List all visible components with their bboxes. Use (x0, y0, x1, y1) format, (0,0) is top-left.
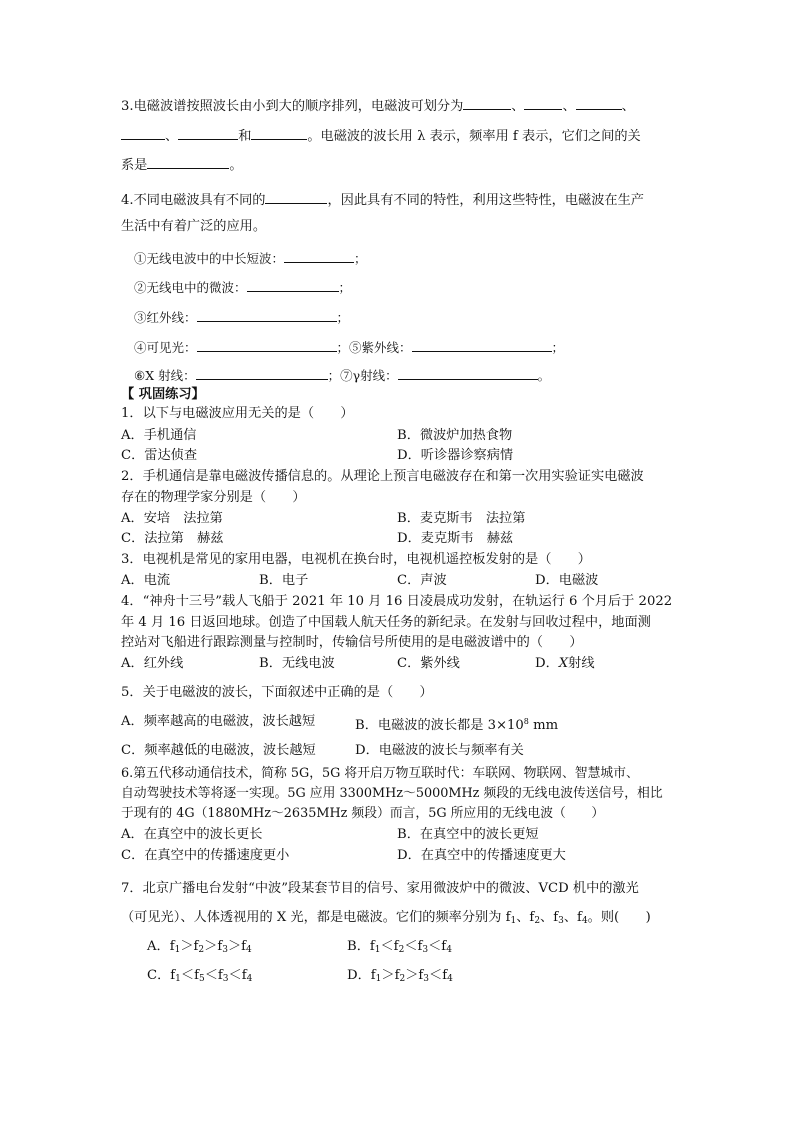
q3-line1: 3.电磁波谱按照波长由小到大的顺序排列，电磁波可划分为 、 、 、 (121, 96, 635, 116)
p1-option-b[interactable]: B．微波炉加热食物 (397, 428, 513, 443)
p2-option-a[interactable]: A．安培 法拉第 (121, 511, 223, 526)
p5-option-c[interactable]: C．频率越低的电磁波，波长越短 (121, 743, 316, 758)
p2-option-d[interactable]: D．麦克斯韦 赫兹 (397, 531, 514, 546)
p3-option-a[interactable]: A．电流 (121, 573, 171, 588)
p4-stem-1: 4．“神舟十三号”载人飞船于 2021 年 10 月 16 日凌晨成功发射，在轨运行 6 个月后于 2022 (121, 594, 673, 609)
q4-item3-blank[interactable] (197, 308, 337, 322)
p1-option-c[interactable]: C．雷达侦查 (121, 448, 198, 463)
q4-item2-blank[interactable] (247, 278, 339, 292)
p3-option-b[interactable]: B．电子 (259, 573, 309, 588)
q4-item6-blank[interactable] (196, 366, 328, 380)
q4-line1: 4.不同电磁波具有不同的 ，因此具有不同的特性，利用这些特性，电磁波在生产 (121, 190, 644, 210)
p2-option-b[interactable]: B．麦克斯韦 法拉第 (397, 511, 526, 526)
p7-option-c[interactable]: C．$f_1<f_5<f_3<f_4$ (147, 968, 253, 984)
q3-line3: 系是 。 (121, 155, 243, 175)
p3-option-c[interactable]: C．声波 (397, 573, 447, 588)
q4-item4-5: ④可见光： ；⑤紫外线： ； (134, 340, 565, 355)
p4-option-a[interactable]: A．红外线 (121, 656, 184, 671)
q3-blank-2[interactable] (524, 96, 562, 110)
q4-item6-7: ⑥X 射线： ；⑦γ射线： 。 (134, 368, 551, 383)
p2-option-c[interactable]: C．法拉第 赫兹 (121, 531, 224, 546)
p2-stem-2: 存在的物理学家分别是（ ） (121, 490, 306, 505)
p1-option-d[interactable]: D．听诊器诊察病情 (397, 448, 514, 463)
p6-stem-1: 6.第五代移动通信技术，简称 5G，5G 将开启万物互联时代：车联网、物联网、智慧城市、 (121, 766, 639, 781)
q4-item1-blank[interactable] (284, 249, 354, 263)
q3-blank-3[interactable] (576, 96, 622, 110)
q4-line2: 生活中有着广泛的应用。 (121, 219, 267, 234)
q3-blank-1[interactable] (463, 96, 511, 110)
q4-item7-blank[interactable] (398, 366, 538, 380)
p4-stem-3: 控站对飞船进行跟踪测量与控制时，传输信号所使用的是电磁波谱中的（ ） (121, 635, 583, 650)
q4-item2: ②无线电中的微波： ； (134, 280, 352, 295)
q4-item4-blank[interactable] (197, 338, 337, 352)
p6-stem-3: 于现有的 4G（1880MHz～2635MHz 频段）而言，5G 所应用的无线电波（ ） (121, 806, 605, 821)
p6-option-b[interactable]: B．在真空中的波长更短 (397, 827, 539, 842)
p5-option-a[interactable]: A．频率越高的电磁波，波长越短 (121, 714, 316, 729)
q3-blank-7[interactable] (147, 155, 229, 169)
q4-item5-blank[interactable] (412, 338, 552, 352)
p7-option-b[interactable]: B．$f_1<f_2<f_3<f_4$ (347, 939, 452, 955)
q4-blank-main[interactable] (265, 190, 327, 204)
p4-option-b[interactable]: B．无线电波 (259, 656, 335, 671)
p2-stem-1: 2．手机通信是靠电磁波传播信息的。从理论上预言电磁波存在和第一次用实验证实电磁波 (121, 469, 644, 484)
q3-blank-5[interactable] (178, 126, 238, 140)
section-title: 【 巩固练习】 (121, 387, 205, 402)
q4-item3: ③红外线： ； (134, 310, 350, 325)
q3-blank-6[interactable] (251, 126, 307, 140)
q4-item1: ①无线电波中的中长短波： ； (134, 251, 367, 266)
q3-line2: 、 和 。电磁波的波长用 λ 表示，频率用 f 表示，它们之间的关 (121, 126, 641, 146)
p5-option-b[interactable]: B．电磁波的波长都是 $3\times 10^8$ mm (355, 717, 559, 733)
p4-option-c[interactable]: C．紫外线 (397, 656, 460, 671)
p7-stem-1: 7．北京广播电台发射“中波”段某套节目的信号、家用微波炉中的微波、VCD 机中的激光 (121, 881, 639, 896)
p1-option-a[interactable]: A．手机通信 (121, 428, 197, 443)
p6-stem-2: 自动驾驶技术等将逐一实现。5G 应用 3300MHz～5000MHz 频段的无线电波传送信号，相比 (121, 786, 663, 801)
p6-option-a[interactable]: A．在真空中的波长更长 (121, 827, 263, 842)
p3-option-d[interactable]: D．电磁波 (535, 573, 599, 588)
p7-option-d[interactable]: D．$f_1>f_2>f_3<f_4$ (347, 968, 453, 984)
p1-stem: 1．以下与电磁波应用无关的是（ ） (121, 406, 354, 421)
p4-stem-2: 年 4 月 16 日返回地球。创造了中国载人航天任务的新纪录。在发射与回收过程中，地面测 (121, 615, 651, 630)
p7-option-a[interactable]: A．$f_1>f_2>f_3>f_4$ (147, 939, 252, 955)
p7-stem-2: （可见光）、人体透视用的 X 光，都是电磁波。它们的频率分别为 $f_1$、$f_2$、$f_3$、$f_4$。则( ) (121, 910, 651, 926)
p4-option-d[interactable]: D．X射线 (535, 656, 595, 671)
p5-option-d[interactable]: D．电磁波的波长与频率有关 (355, 743, 524, 758)
p5-stem: 5．关于电磁波的波长，下面叙述中正确的是（ ） (121, 685, 433, 700)
p6-option-d[interactable]: D．在真空中的传播速度更大 (397, 848, 566, 863)
p3-stem: 3．电视机是常见的家用电器，电视机在换台时，电视机遥控板发射的是（ ） (121, 552, 591, 567)
q3-blank-4[interactable] (121, 126, 165, 140)
p6-option-c[interactable]: C．在真空中的传播速度更小 (121, 848, 290, 863)
